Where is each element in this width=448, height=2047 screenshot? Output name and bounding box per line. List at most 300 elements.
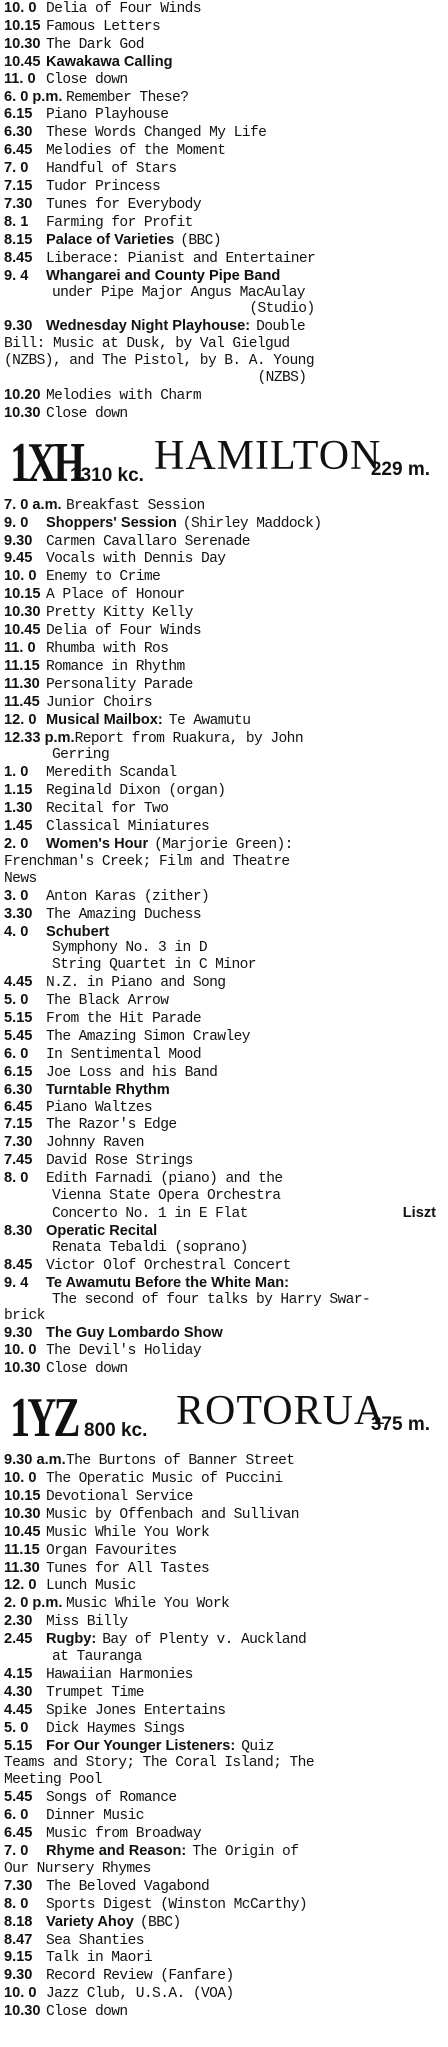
listing-program: The Guy Lombardo Show — [46, 1325, 223, 1342]
listing-time: 10.30 — [4, 404, 41, 421]
listing-time: 12. 0 — [4, 711, 37, 728]
listing-row — [4, 1488, 440, 1506]
listing-time: 11.15 — [4, 1541, 40, 1558]
listing-program: Melodies of the Moment — [46, 143, 226, 160]
listing-row — [4, 1452, 440, 1470]
listing-time: 8.45 — [4, 249, 33, 266]
listing-row — [4, 906, 440, 924]
listing-time: 9. 0 — [4, 514, 29, 531]
hamilton-listings-b — [4, 764, 440, 854]
listing-continuation: brick — [4, 1308, 45, 1325]
listing-row — [4, 1170, 440, 1188]
listing-row — [4, 71, 440, 89]
listing-continuation: String Quartet in C Minor — [52, 957, 256, 974]
listing-time: 10. 0 — [4, 1985, 37, 2002]
composer: Liszt — [402, 1205, 436, 1221]
listing-row — [4, 658, 440, 676]
listing-program: Te Awamutu Before the White Man: — [46, 1274, 289, 1291]
listing-program: Liberace: Pianist and Entertainer — [46, 250, 316, 267]
listing-row — [4, 1046, 440, 1064]
listing-program: Romance in Rhythm — [46, 658, 185, 675]
listing-time: 9.30 — [4, 532, 33, 549]
listing-program: Tunes for Everybody — [46, 196, 201, 213]
listing-row — [4, 142, 440, 160]
listing-program: Piano Playhouse — [46, 107, 169, 124]
listing-continuation: under Pipe Major Angus MacAulay — [52, 284, 305, 301]
listing-row — [4, 1152, 440, 1170]
listing-row — [4, 1257, 440, 1275]
listing-program: Rugby: — [46, 1631, 97, 1648]
station-header-rotorua — [4, 1388, 440, 1448]
listing-time: 11.30 — [4, 1559, 40, 1576]
listing-time: 7.45 — [4, 1152, 33, 1169]
listing-program: Talk in Maori — [46, 1950, 153, 1967]
listing-time: 10.30 — [4, 1505, 41, 1522]
listing-program: Music from Broadway — [46, 1826, 201, 1843]
listing-program: Enemy to Crime — [46, 569, 161, 586]
listing-time: 10.20 — [4, 386, 41, 403]
listing-program: The Burtons of Banner Street — [66, 1453, 295, 1470]
listing-program: Johnny Raven — [46, 1135, 144, 1152]
listing-row — [4, 497, 440, 515]
listing-time: 5.15 — [4, 1010, 33, 1027]
listing-row — [4, 387, 440, 405]
listing-row — [4, 782, 440, 800]
listing-time: 8.15 — [4, 231, 33, 248]
listing-row — [4, 1843, 440, 1861]
listing-program: Melodies with Charm — [46, 387, 201, 404]
hamilton-listings-d — [4, 974, 440, 1188]
listing-time: 5. 0 — [4, 992, 29, 1009]
listing-program: Victor Olof Orchestral Concert — [46, 1257, 291, 1274]
listing-program: Record Review (Fanfare) — [46, 1968, 234, 1985]
listing-row — [4, 18, 440, 36]
listing-program: Schubert — [46, 923, 110, 940]
listing-row — [4, 124, 440, 142]
listing-program: Dinner Music — [46, 1808, 144, 1825]
listing-continuation: Frenchman's Creek; Film and Theatre — [4, 853, 290, 870]
listing-time: 11.45 — [4, 693, 40, 710]
listing-continuation: Meeting Pool — [4, 1772, 102, 1789]
listing-program: Personality Parade — [46, 676, 193, 693]
listing-time: 8. 1 — [4, 213, 29, 230]
listing-row — [4, 1720, 440, 1738]
listing-row — [4, 196, 440, 214]
listing-time: 5.15 — [4, 1737, 33, 1754]
top-listings — [4, 0, 440, 285]
listing-continuation: The second of four talks by Harry Swar- — [52, 1291, 371, 1308]
listing-row — [4, 568, 440, 586]
listing-program: Close down — [46, 1361, 128, 1378]
listing-row — [4, 1542, 440, 1560]
listing-time: 7.30 — [4, 1877, 33, 1894]
listing-extra: Quiz — [241, 1738, 274, 1755]
listing-row — [4, 1949, 440, 1967]
listing-program: Breakfast Session — [66, 497, 205, 514]
listing-row — [4, 318, 440, 336]
listing-time: 2. 0 — [4, 835, 29, 852]
listing-row — [4, 405, 440, 423]
listing-row — [4, 1702, 440, 1720]
listing-row — [4, 1825, 440, 1843]
listing-time: 10.45 — [4, 53, 41, 70]
listing-extra: (Marjorie Green): — [154, 836, 293, 853]
listing-program: The Operatic Music of Puccini — [46, 1470, 283, 1487]
listing-row — [4, 1028, 440, 1046]
listing-program: These Words Changed My Life — [46, 125, 267, 142]
listing-time: 11.15 — [4, 657, 40, 674]
listing-row — [4, 1914, 440, 1932]
listing-row — [4, 640, 440, 658]
listing-row — [4, 676, 440, 694]
listing-program: Jazz Club, U.S.A. (VOA) — [46, 1986, 234, 2003]
listing-continuation: Our Nursery Rhymes — [4, 1860, 151, 1877]
listing-row — [4, 712, 440, 730]
listing-time: 9.30 — [4, 1325, 33, 1342]
listing-row — [4, 888, 440, 906]
listing-time: 10.30 — [4, 2003, 41, 2020]
listing-program: Dick Haymes Sings — [46, 1720, 185, 1737]
listing-row — [4, 1738, 440, 1756]
hamilton-listings-f — [4, 1257, 440, 1292]
listing-time: 10. 0 — [4, 1469, 37, 1486]
listing-program: Report from Ruakura, by John — [74, 730, 303, 747]
listing-program: Piano Waltzes — [46, 1099, 153, 1116]
listing-time: 10. 0 — [4, 568, 37, 585]
listing-continuation: Bill: Music at Dusk, by Val Gielgud — [4, 336, 290, 353]
listing-row — [4, 586, 440, 604]
listing-continuation: Concerto No. 1 in E Flat — [52, 1206, 248, 1222]
listing-program: Operatic Recital — [46, 1222, 158, 1239]
listing-row — [4, 1789, 440, 1807]
listing-row — [4, 1666, 440, 1684]
listing-program: Delia of Four Winds — [46, 1, 201, 17]
listing-time: 12.33 p.m. — [4, 729, 75, 746]
listing-time: 1. 0 — [4, 764, 29, 781]
listing-time: 4.45 — [4, 974, 33, 991]
listing-time: 1.30 — [4, 800, 33, 817]
listing-time: 10. 0 — [4, 0, 37, 16]
listing-row — [4, 1631, 440, 1649]
listing-extra: (BBC) — [139, 1914, 181, 1931]
listing-row — [4, 622, 440, 640]
listing-continuation-row — [4, 1205, 440, 1223]
listing-program: Close down — [46, 405, 128, 422]
listing-time: 10.45 — [4, 1523, 41, 1540]
listing-program: Famous Letters — [46, 18, 161, 35]
listing-program: Hawaiian Harmonies — [46, 1666, 193, 1683]
listing-row — [4, 836, 440, 854]
top-listings-c — [4, 387, 440, 423]
listing-program: The Devil's Holiday — [46, 1343, 201, 1360]
rotorua-listings-d — [4, 1878, 440, 2021]
listing-program: For Our Younger Listeners: — [46, 1737, 236, 1754]
listing-row — [4, 1613, 440, 1631]
listing-time: 4.45 — [4, 1701, 33, 1718]
listing-time: 1.45 — [4, 818, 33, 835]
listing-row — [4, 604, 440, 622]
listing-row — [4, 1896, 440, 1914]
listing-row — [4, 1360, 440, 1378]
listing-time: 8.30 — [4, 1222, 33, 1239]
listing-row — [4, 160, 440, 178]
listing-time: 10.15 — [4, 586, 41, 603]
listing-program: Spike Jones Entertains — [46, 1702, 226, 1719]
listing-continuation: Renata Tebaldi (soprano) — [52, 1239, 248, 1256]
listing-program: Close down — [46, 2004, 128, 2021]
listing-time: 10.30 — [4, 35, 41, 52]
listing-time: 10. 0 — [4, 1342, 37, 1359]
listing-time: 9.15 — [4, 1949, 33, 1966]
listing-row — [4, 924, 440, 941]
listing-time: 6. 0 p.m. — [4, 88, 63, 105]
listing-row — [4, 730, 440, 748]
listing-program: Kawakawa Calling — [46, 53, 173, 70]
listing-program: Farming for Profit — [46, 214, 193, 231]
listing-time: 5.45 — [4, 1789, 33, 1806]
listing-row — [4, 1470, 440, 1488]
top-listings-b — [4, 318, 440, 336]
listing-program: The Black Arrow — [46, 993, 169, 1010]
listing-time: 3.30 — [4, 905, 33, 922]
listing-continuation: Teams and Story; The Coral Island; The — [4, 1755, 314, 1772]
listing-continuation: Gerring — [52, 747, 110, 764]
listing-time: 9.30 — [4, 318, 33, 335]
listing-program: Remember These? — [66, 89, 189, 106]
listing-program: Classical Miniatures — [46, 819, 210, 836]
listing-program: David Rose Strings — [46, 1153, 193, 1170]
listing-program: Tudor Princess — [46, 179, 161, 196]
listing-continuation: at Tauranga — [52, 1649, 142, 1666]
listing-continuation: (Studio) — [249, 301, 315, 318]
listing-program: Women's Hour — [46, 835, 149, 852]
listing-program: Edith Farnadi (piano) and the — [46, 1171, 283, 1188]
listing-time: 6. 0 — [4, 1045, 29, 1062]
listing-time: 9. 4 — [4, 1274, 29, 1291]
station-city: HAMILTON — [154, 432, 382, 479]
listing-extra: (Shirley Maddock) — [182, 515, 322, 532]
listing-time: 12. 0 — [4, 1577, 37, 1594]
listing-extra: Bay of Plenty v. Auckland — [102, 1632, 307, 1649]
listing-row — [4, 89, 440, 107]
listing-row — [4, 250, 440, 268]
listing-time: 6.30 — [4, 1081, 33, 1098]
listing-program: Music While You Work — [66, 1596, 230, 1613]
listing-time: 8.45 — [4, 1256, 33, 1273]
listing-time: 6.15 — [4, 106, 33, 123]
listing-time: 10.15 — [4, 17, 41, 34]
rotorua-listings-c — [4, 1789, 440, 1861]
callsign: 1XH — [10, 431, 82, 494]
listing-time: 7.15 — [4, 178, 33, 195]
listing-row — [4, 974, 440, 992]
listing-program: Joe Loss and his Band — [46, 1064, 218, 1081]
listing-program: The Amazing Duchess — [46, 906, 201, 923]
listing-program: Handful of Stars — [46, 161, 177, 178]
listing-program: Recital for Two — [46, 801, 169, 818]
listing-program: Whangarei and County Pipe Band — [46, 267, 281, 284]
listing-program: Miss Billy — [46, 1614, 128, 1631]
listing-time: 7.30 — [4, 1134, 33, 1151]
listing-row — [4, 106, 440, 124]
listing-program: Close down — [46, 71, 128, 88]
listing-time: 2.45 — [4, 1631, 33, 1648]
listing-continuation: (NZBS) — [257, 370, 307, 387]
listing-row — [4, 1878, 440, 1896]
listing-time: 11. 0 — [4, 70, 36, 87]
listing-row — [4, 1010, 440, 1028]
listing-time: 8.47 — [4, 1931, 33, 1948]
listing-program: N.Z. in Piano and Song — [46, 975, 226, 992]
listing-row — [4, 1985, 440, 2003]
listing-extra: Te Awamutu — [168, 712, 251, 729]
station-city: ROTORUA — [176, 1388, 386, 1435]
listing-time: 6.30 — [4, 124, 33, 141]
listing-row — [4, 1342, 440, 1360]
listing-row — [4, 0, 440, 18]
listing-row — [4, 1595, 440, 1613]
station-header-hamilton — [4, 433, 440, 493]
listing-row — [4, 1967, 440, 1985]
listing-continuation: (NZBS), and The Pistol, by B. A. Young — [4, 353, 314, 370]
listing-program: Pretty Kitty Kelly — [46, 605, 193, 622]
listing-continuation: News — [4, 870, 37, 887]
listing-time: 10.30 — [4, 604, 41, 621]
listing-time: 9.30 — [4, 1967, 33, 1984]
listing-program: Music by Offenbach and Sullivan — [46, 1506, 299, 1523]
listing-time: 6.15 — [4, 1063, 33, 1080]
listing-program: Palace of Varieties — [46, 231, 175, 248]
listing-time: 11. 0 — [4, 640, 36, 656]
listing-row — [4, 214, 440, 232]
listing-program: Music While You Work — [46, 1524, 210, 1541]
listing-program: Trumpet Time — [46, 1684, 144, 1701]
listing-program: Sea Shanties — [46, 1932, 144, 1949]
listing-time: 6. 0 — [4, 1807, 29, 1824]
listing-time: 7.15 — [4, 1116, 33, 1133]
listing-time: 6.45 — [4, 1098, 33, 1115]
listing-time: 5. 0 — [4, 1719, 29, 1736]
listing-time: 7. 0 — [4, 1843, 29, 1859]
listing-row — [4, 1684, 440, 1702]
listing-program: Turntable Rhythm — [46, 1081, 170, 1098]
listing-program: Wednesday Night Playhouse: — [46, 318, 251, 335]
listing-row — [4, 178, 440, 196]
listing-time: 11.30 — [4, 675, 40, 692]
listing-row — [4, 1932, 440, 1950]
listing-row — [4, 1134, 440, 1152]
listing-row — [4, 1560, 440, 1578]
listing-row — [4, 36, 440, 54]
listing-program: The Amazing Simon Crawley — [46, 1028, 250, 1045]
listing-time: 4.30 — [4, 1683, 33, 1700]
listing-time: 8.18 — [4, 1913, 33, 1930]
listing-row — [4, 232, 440, 250]
listing-row — [4, 1064, 440, 1082]
listing-time: 10.30 — [4, 1360, 41, 1377]
listing-time: 2.30 — [4, 1613, 33, 1630]
listing-time: 1.15 — [4, 782, 33, 799]
listing-row — [4, 2003, 440, 2021]
hamilton-listings — [4, 497, 440, 748]
listing-program: Tunes for All Tastes — [46, 1560, 210, 1577]
listing-program: Meredith Scandal — [46, 765, 177, 782]
hamilton-listings-g — [4, 1325, 440, 1378]
hamilton-listings-c — [4, 888, 440, 941]
listing-program: Shoppers' Session — [46, 514, 177, 531]
listing-row — [4, 533, 440, 551]
frequency: 800 kc. — [84, 1420, 148, 1442]
callsign: 1YZ — [10, 1387, 78, 1450]
listing-row — [4, 1577, 440, 1595]
listing-extra: (BBC) — [180, 232, 221, 249]
listing-row — [4, 1506, 440, 1524]
listing-program: From the Hit Parade — [46, 1011, 201, 1028]
listing-time: 7. 0 — [4, 160, 29, 177]
listing-row — [4, 818, 440, 836]
listing-program: The Beloved Vagabond — [46, 1878, 210, 1895]
listing-time: 4. 0 — [4, 923, 29, 940]
listing-extra: Double — [256, 319, 306, 336]
listing-row — [4, 992, 440, 1010]
listing-extra: The Origin of — [192, 1844, 299, 1860]
listing-row — [4, 1325, 440, 1342]
listing-program: Sports Digest (Winston McCarthy) — [46, 1896, 308, 1913]
listing-program: Songs of Romance — [46, 1790, 177, 1807]
listing-program: Rhumba with Ros — [46, 641, 169, 657]
listing-continuation: Vienna State Opera Orchestra — [52, 1188, 281, 1205]
listing-program: Devotional Service — [46, 1488, 193, 1505]
listing-program: The Razor's Edge — [46, 1117, 177, 1134]
listing-time: 3. 0 — [4, 887, 29, 904]
rotorua-listings — [4, 1452, 440, 1649]
listing-program: Anton Karas (zither) — [46, 888, 210, 905]
wavelength: 375 m. — [370, 1414, 430, 1436]
listing-time: 4.15 — [4, 1665, 33, 1682]
listing-program: Reginald Dixon (organ) — [46, 783, 226, 800]
listing-row — [4, 268, 440, 285]
listing-time: 10.45 — [4, 622, 41, 639]
listing-time: 6.45 — [4, 142, 33, 159]
listing-program: Carmen Cavallaro Serenade — [46, 533, 250, 550]
listing-time: 9.45 — [4, 550, 33, 567]
frequency: 1310 kc. — [70, 464, 144, 486]
listing-time: 7. 0 a.m. — [4, 496, 62, 513]
listing-program: Rhyme and Reason: — [46, 1843, 187, 1859]
listing-program: A Place of Honour — [46, 587, 185, 604]
listing-time: 5.45 — [4, 1027, 33, 1044]
listing-row — [4, 1099, 440, 1117]
listing-time: 9.30 a.m. — [4, 1452, 66, 1469]
listing-row — [4, 1807, 440, 1825]
listing-program: Vocals with Dennis Day — [46, 551, 226, 568]
listing-time: 8. 0 — [4, 1895, 29, 1912]
listing-time: 6.45 — [4, 1825, 33, 1842]
listing-row — [4, 1223, 440, 1240]
listing-time: 7.30 — [4, 195, 33, 212]
listing-row — [4, 1082, 440, 1099]
rotorua-listings-b — [4, 1666, 440, 1756]
listing-row — [4, 1116, 440, 1134]
listing-program: Junior Choirs — [46, 694, 153, 711]
listing-program: Variety Ahoy — [46, 1913, 134, 1930]
listing-time: 2. 0 p.m. — [4, 1595, 63, 1612]
listing-time: 8. 0 — [4, 1170, 29, 1187]
listing-program: Organ Favourites — [46, 1542, 177, 1559]
listing-program: In Sentimental Mood — [46, 1046, 201, 1063]
listing-program: Musical Mailbox: — [46, 711, 163, 728]
hamilton-listings-e — [4, 1223, 440, 1240]
